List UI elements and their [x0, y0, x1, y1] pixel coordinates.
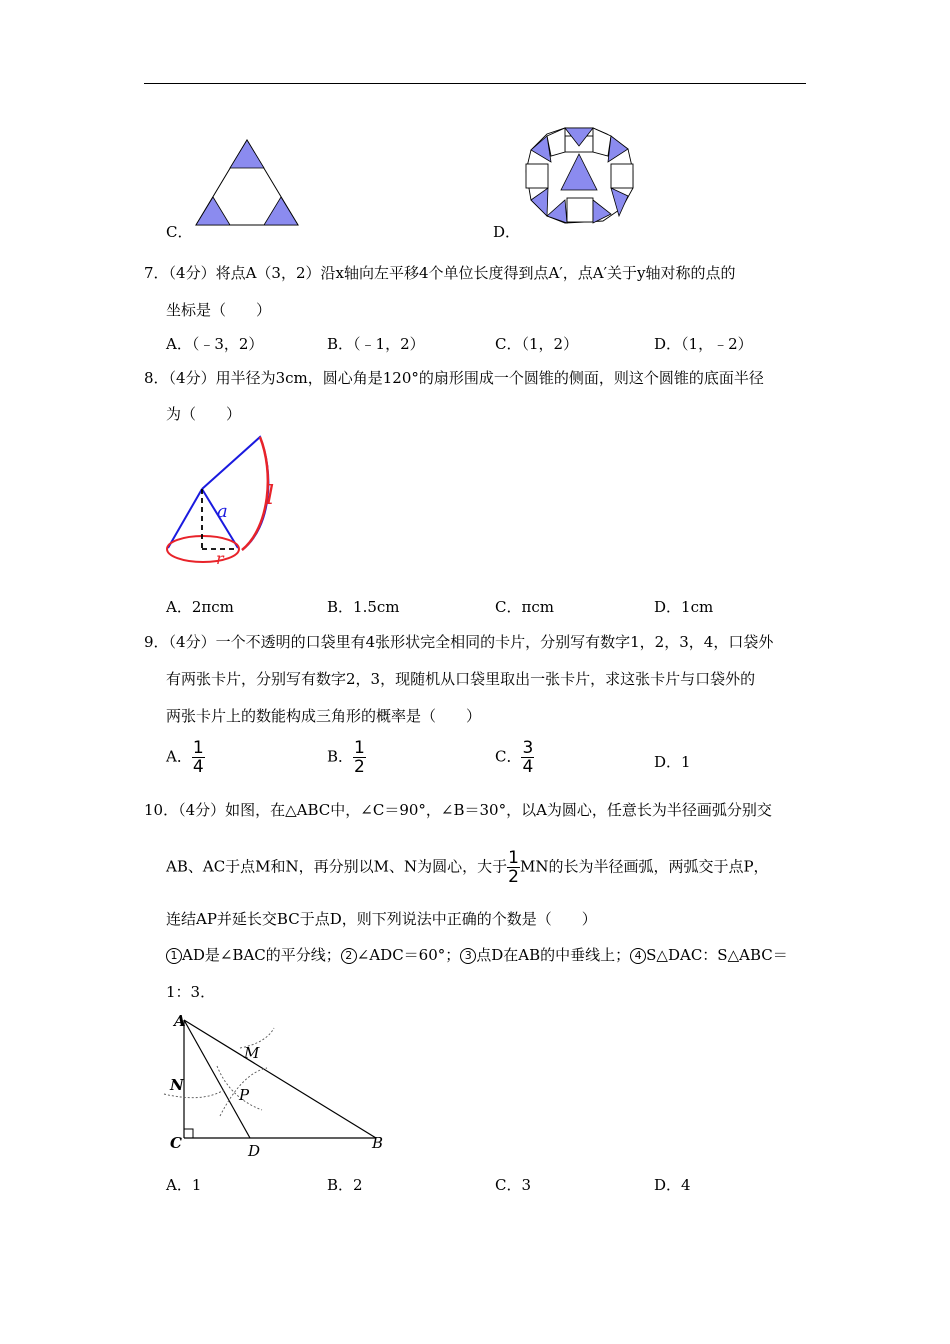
- q9-line1: [144, 631, 773, 652]
- fraction: [192, 739, 205, 776]
- numerator: 1: [508, 848, 519, 868]
- q10-line2-part1: AB、AC于点M和N，再分别以M、N为圆心，大于: [166, 857, 508, 876]
- half-fraction: [507, 849, 520, 886]
- option-label: C．: [495, 747, 522, 766]
- option-label: A．: [166, 747, 192, 766]
- header-rule: [144, 83, 806, 84]
- q7-option-a: A．（﹣3，2）: [166, 335, 264, 353]
- denominator: 4: [522, 757, 534, 777]
- q7-text: 将点A（3，2）沿x轴向左平移4个单位长度得到点A′，点A′关于y轴对称的点的: [215, 264, 736, 282]
- numerator: 1: [192, 738, 204, 758]
- q7-number: 7．: [144, 264, 169, 282]
- label-M: M: [244, 1044, 260, 1062]
- q10-line2: [166, 849, 769, 886]
- option-value: 1: [681, 753, 691, 771]
- q10-line1: [144, 799, 772, 820]
- purple-triangle: [547, 200, 567, 223]
- statement-3: 点D在AB的中垂线上；: [476, 946, 631, 964]
- q7-option-c: C．（1，2）: [495, 335, 579, 353]
- denominator: 4: [192, 757, 204, 777]
- fraction: [353, 739, 366, 776]
- q9-line3: 两张卡片上的数能构成三角形的概率是（ ）: [166, 707, 482, 725]
- q8-option-d: D．1cm: [654, 598, 714, 616]
- purple-triangle: [608, 136, 628, 162]
- q10-option-b: B．2: [327, 1176, 363, 1194]
- cone-figure: [160, 432, 290, 566]
- denominator: 2: [354, 757, 365, 777]
- q8-option-b: B．1.5cm: [327, 598, 400, 616]
- label-B: B: [372, 1134, 384, 1152]
- q8-number: 8．: [144, 369, 169, 387]
- q9-option-a: [166, 739, 205, 776]
- q9-option-c: [495, 739, 534, 776]
- circled-number: 2: [341, 948, 357, 964]
- q8-line1: [144, 367, 764, 388]
- label-D: D: [248, 1142, 261, 1160]
- q10-option-d: D．4: [654, 1176, 691, 1194]
- q9-score: （4分）: [168, 633, 216, 651]
- circled-number: 1: [166, 948, 182, 964]
- triangle-bisector-figure: [162, 1008, 394, 1162]
- q7-option-b: B．（﹣1，2）: [327, 335, 425, 353]
- label-P: P: [239, 1086, 250, 1104]
- left-corner-triangle: [196, 197, 230, 225]
- numerator: 3: [522, 738, 534, 758]
- q7-score: （4分）: [168, 264, 216, 282]
- q6-option-c-label: C．: [166, 223, 193, 241]
- q8-option-a: A．2πcm: [166, 598, 234, 616]
- q7-line2: 坐标是（ ）: [166, 301, 272, 319]
- q10-score: （4分）: [178, 801, 226, 819]
- q9-option-b: [327, 739, 366, 776]
- statement-1: AD是∠BAC的平分线；: [182, 946, 341, 964]
- q10-line5: 1：3．: [166, 983, 216, 1001]
- center-purple-triangle: [561, 154, 597, 190]
- option-label: B．: [327, 747, 354, 766]
- cone-label-a: a: [217, 501, 228, 522]
- purple-triangle: [611, 188, 628, 216]
- top-corner-triangle: [230, 140, 264, 168]
- statement-4: S△DAC：S△ABC＝: [646, 946, 788, 964]
- q10-option-a: A．1: [166, 1176, 202, 1194]
- statement-2: ∠ADC＝60°；: [356, 946, 461, 964]
- q8-option-c: C．πcm: [495, 598, 554, 616]
- q6-option-d-label: D．: [493, 223, 521, 241]
- purple-triangle: [593, 200, 611, 223]
- q10-line3: 连结AP并延长交BC于点D，则下列说法中正确的个数是（ ）: [166, 910, 597, 928]
- q10-statements: [166, 944, 788, 965]
- label-A: A: [174, 1012, 186, 1030]
- q8-text: 用半径为3cm，圆心角是120°的扇形围成一个圆锥的侧面，则这个圆锥的底面半径: [215, 369, 764, 387]
- label-C: C: [170, 1134, 182, 1152]
- cone-label-l: l: [266, 481, 275, 511]
- q7-line1: [144, 262, 735, 283]
- option-label: D．: [654, 753, 682, 771]
- q8-line2: 为（ ）: [166, 405, 242, 423]
- q8-score: （4分）: [168, 369, 216, 387]
- q10-option-c: C．3: [495, 1176, 532, 1194]
- cone-label-r: r: [216, 549, 224, 566]
- circled-number: 4: [630, 948, 646, 964]
- q7-option-d: D．（1，﹣2）: [654, 335, 753, 353]
- denominator: 2: [508, 867, 519, 887]
- q9-number: 9．: [144, 633, 169, 651]
- numerator: 1: [354, 738, 365, 758]
- dodecagon-figure-d: [523, 126, 637, 227]
- triangle-figure-c: [195, 138, 301, 228]
- purple-triangle: [531, 188, 548, 216]
- q10-number: 10．: [144, 801, 179, 819]
- q10-line2-part2: MN的长为半径画弧，两弧交于点P，: [519, 857, 769, 876]
- circled-number: 3: [460, 948, 476, 964]
- q9-text: 一个不透明的口袋里有4张形状完全相同的卡片，分别写有数字1，2，3，4，口袋外: [215, 633, 774, 651]
- q10-text: 如图，在△ABC中，∠C＝90°，∠B＝30°，以A为圆心，任意长为半径画弧分别交: [225, 801, 772, 819]
- fraction: [521, 739, 534, 776]
- q9-line2: 有两张卡片，分别写有数字2，3，现随机从口袋里取出一张卡片，求这张卡片与口袋外的: [166, 670, 756, 688]
- right-corner-triangle: [264, 197, 298, 225]
- q9-option-d: [654, 751, 691, 772]
- label-N: N: [170, 1076, 184, 1094]
